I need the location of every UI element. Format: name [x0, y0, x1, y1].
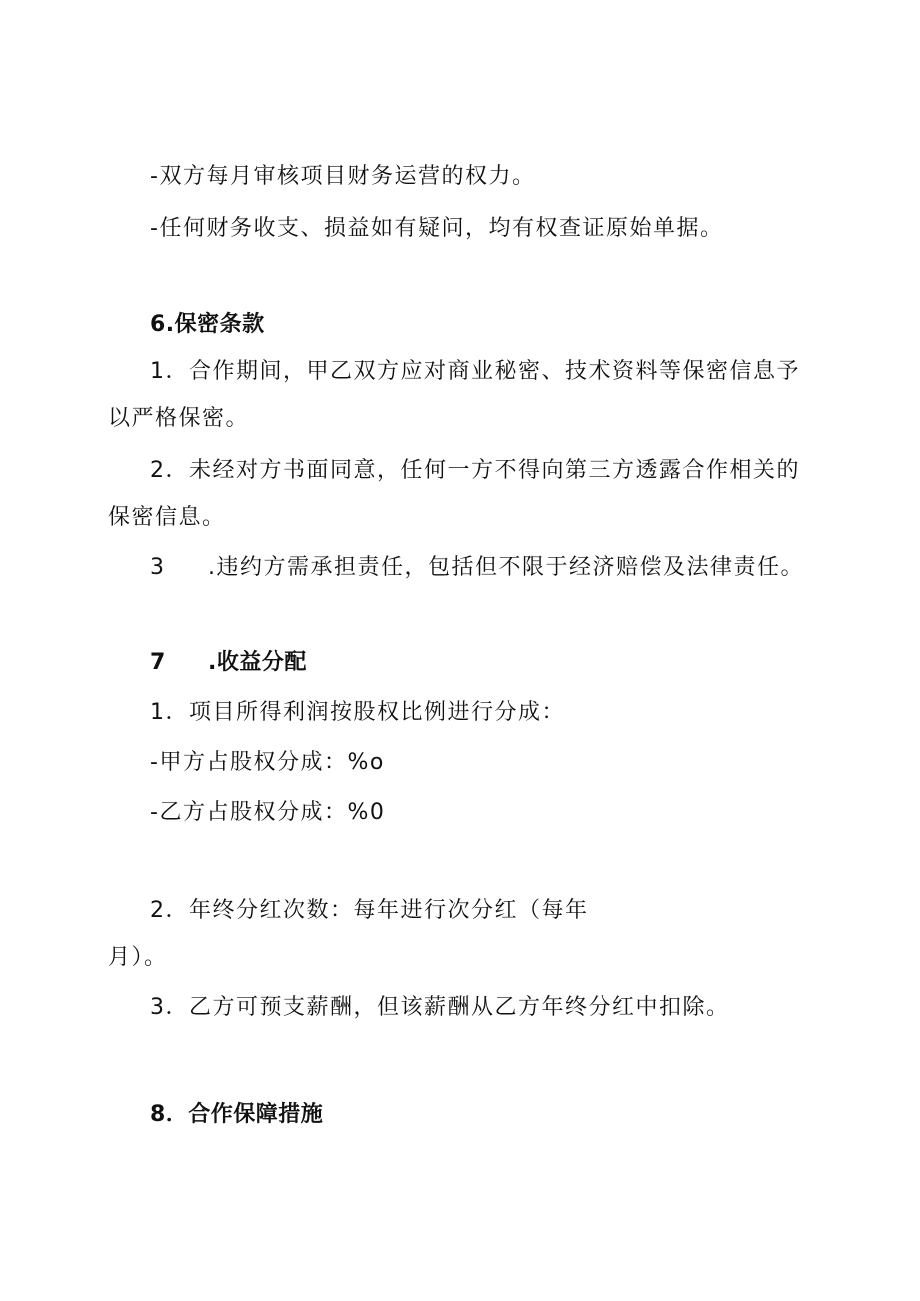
clause-6-2-line-2: 保密信息。	[108, 505, 226, 530]
clause-6-3-text: .违约方需承担责任，包括但不限于经济赔偿及法律责任。	[208, 555, 804, 580]
clause-7-3: 3．乙方可预支薪酬，但该薪酬从乙方年终分红中扣除。	[150, 995, 730, 1020]
clause-6-1-line-1: 1．合作期间，甲乙双方应对商业秘密、技术资料等保密信息予	[150, 359, 800, 384]
clause-6-2-line-1: 2．未经对方书面同意，任何一方不得向第三方透露合作相关的	[150, 458, 800, 483]
paragraph-verify-receipts: -任何财务收支、损益如有疑问，均有权查证原始单据。	[150, 216, 724, 241]
clause-7-1-party-a: -甲方占股权分成：%o	[150, 750, 385, 775]
section-heading-confidentiality: 6.保密条款	[150, 312, 265, 337]
clause-6-1-line-2: 以严格保密。	[108, 406, 250, 431]
section-heading-safeguards: 8．合作保障措施	[150, 1102, 324, 1127]
section-7-title: .收益分配	[208, 650, 307, 675]
clause-7-2-line-1: 2．年终分红次数：每年进行次分红（每年	[150, 898, 589, 923]
clause-6-3-number: 3	[150, 555, 166, 580]
section-heading-profit-distribution	[150, 648, 307, 678]
paragraph-audit-right: -双方每月审核项目财务运营的权力。	[150, 164, 536, 189]
clause-7-1: 1．项目所得利润按股权比例进行分成：	[150, 700, 565, 725]
clause-7-2-line-2: 月）。	[108, 945, 168, 970]
section-7-number: 7	[150, 650, 166, 675]
clause-7-1-party-b: -乙方占股权分成：%0	[150, 800, 386, 825]
clause-6-3	[150, 553, 804, 583]
